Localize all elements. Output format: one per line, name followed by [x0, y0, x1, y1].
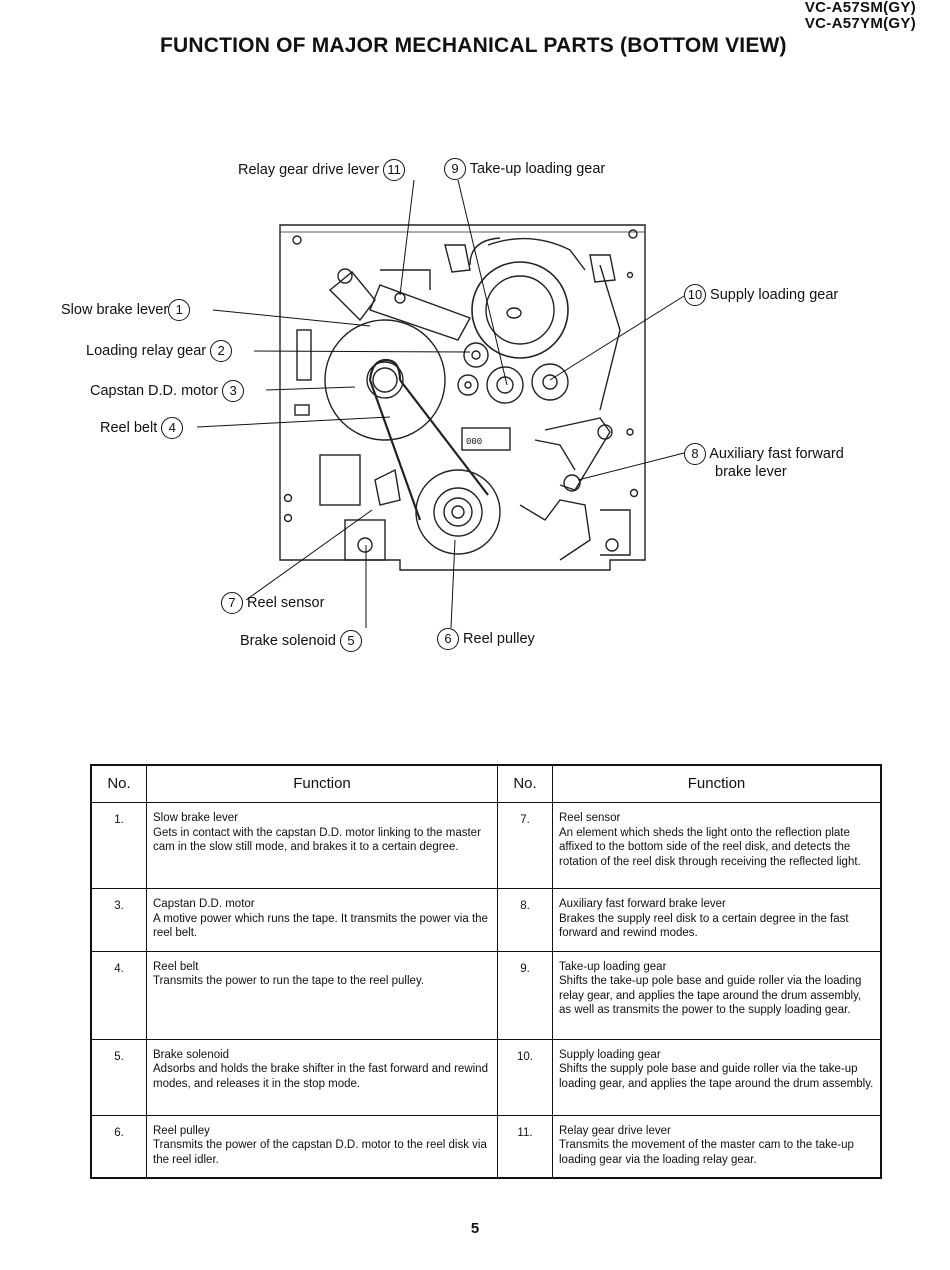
callout-5: Brake solenoid 5 — [240, 630, 362, 652]
part-name: Supply loading gear — [559, 1048, 661, 1061]
row-number: 8. — [498, 889, 553, 952]
callout-number: 5 — [340, 630, 362, 652]
row-number: 11. — [498, 1115, 553, 1178]
part-description: Transmits the power to run the tape to the reel pulley. — [153, 975, 425, 987]
function-cell — [553, 1039, 882, 1115]
callout-number: 2 — [210, 340, 232, 362]
part-description: A motive power which runs the tape. It transmits the power via the reel belt. — [153, 912, 488, 939]
callout-number: 4 — [161, 417, 183, 439]
callout-number: 8 — [684, 443, 706, 465]
table-row — [91, 1039, 881, 1115]
part-description: Transmits the movement of the master cam to the take-up loading gear via the loading relay gear. — [559, 1139, 854, 1166]
row-number: 4. — [91, 951, 147, 1039]
reel-pulley-shape — [416, 470, 500, 554]
function-cell — [553, 1115, 882, 1178]
table-row — [91, 1115, 881, 1178]
callout-3: Capstan D.D. motor 3 — [90, 380, 244, 402]
row-number: 6. — [91, 1115, 147, 1178]
callout-9: 9 Take-up loading gear — [444, 158, 605, 180]
callout-8-line2: brake lever — [715, 464, 787, 480]
row-number: 7. — [498, 803, 553, 889]
part-name: Slow brake lever — [153, 812, 239, 824]
header-function-left: Function — [147, 765, 498, 803]
row-number: 5. — [91, 1039, 147, 1115]
part-description: Transmits the power of the capstan D.D. motor to the reel disk via the reel idler. — [153, 1139, 487, 1166]
table-header-row — [91, 765, 881, 803]
callout-7: 7 Reel sensor — [221, 592, 324, 614]
header-no-left: No. — [91, 765, 147, 803]
callout-10: 10 Supply loading gear — [684, 284, 838, 306]
page-title: FUNCTION OF MAJOR MECHANICAL PARTS (BOTTOM VIEW) — [160, 34, 787, 57]
part-name: Capstan D.D. motor — [153, 898, 255, 910]
function-cell — [553, 889, 882, 952]
part-description: Shifts the take-up pole base and guide roller via the loading relay gear, and applies the tape around the drum assembly, as well as transmits the power to the supply loading gear. — [559, 975, 862, 1016]
part-name: Relay gear drive lever — [559, 1124, 671, 1137]
table-row — [91, 889, 881, 952]
table-row — [91, 951, 881, 1039]
callout-number: 9 — [444, 158, 466, 180]
row-number: 10. — [498, 1039, 553, 1115]
callout-1: Slow brake lever 1 — [61, 299, 190, 321]
part-name: Reel belt — [153, 960, 199, 973]
part-description: Adsorbs and holds the brake shifter in the fast forward and rewind modes, and releases it in the stop mode. — [153, 1063, 488, 1090]
callout-number: 7 — [221, 592, 243, 614]
part-description: Shifts the supply pole base and guide roller via the take-up loading gear, and applies the tape around the drum assembly. — [559, 1063, 874, 1090]
row-number: 9. — [498, 951, 553, 1039]
table-row — [91, 803, 881, 889]
function-cell — [147, 1039, 498, 1115]
header-no-right: No. — [498, 765, 553, 803]
callout-6: 6 Reel pulley — [437, 628, 535, 650]
part-name: Auxiliary fast forward brake lever — [559, 898, 726, 910]
function-cell — [553, 803, 882, 889]
part-name: Reel pulley — [153, 1124, 210, 1137]
function-cell — [147, 951, 498, 1039]
callout-2: Loading relay gear 2 — [86, 340, 232, 362]
function-cell — [147, 803, 498, 889]
callout-number: 11 — [383, 159, 405, 181]
function-cell — [147, 889, 498, 952]
part-description: Brakes the supply reel disk to a certain degree in the fast forward and rewind modes. — [559, 912, 849, 939]
callout-8: 8 Auxiliary fast forward — [684, 443, 844, 465]
callout-number: 1 — [168, 299, 190, 321]
motor-connector-label: 000 — [466, 437, 483, 447]
model-line-2: VC-A57YM(GY) — [804, 15, 916, 32]
part-name: Reel sensor — [559, 812, 621, 824]
row-number: 1. — [91, 803, 147, 889]
function-cell — [553, 951, 882, 1039]
function-cell — [147, 1115, 498, 1178]
part-description: An element which sheds the light onto the reflection plate affixed to the bottom side of the reel disk, and detects the rotation of the reel disk through receiving the reflected light. — [559, 826, 861, 868]
header-function-right: Function — [553, 765, 882, 803]
row-number: 3. — [91, 889, 147, 952]
callout-number: 3 — [222, 380, 244, 402]
part-name: Take-up loading gear — [559, 960, 667, 973]
callout-number: 6 — [437, 628, 459, 650]
part-description: Gets in contact with the capstan D.D. motor linking to the master cam in the slow still mode, and brakes it to a certain degree. — [153, 826, 481, 853]
part-name: Brake solenoid — [153, 1048, 230, 1061]
page-number: 5 — [470, 1220, 480, 1237]
callout-11: Relay gear drive lever 11 — [238, 159, 405, 181]
callout-number: 10 — [684, 284, 706, 306]
chassis-outline — [280, 225, 645, 570]
callout-4: Reel belt 4 — [100, 417, 183, 439]
model-line-1: VC-A57SM(GY) — [804, 0, 916, 16]
parts-function-table — [90, 764, 882, 1179]
